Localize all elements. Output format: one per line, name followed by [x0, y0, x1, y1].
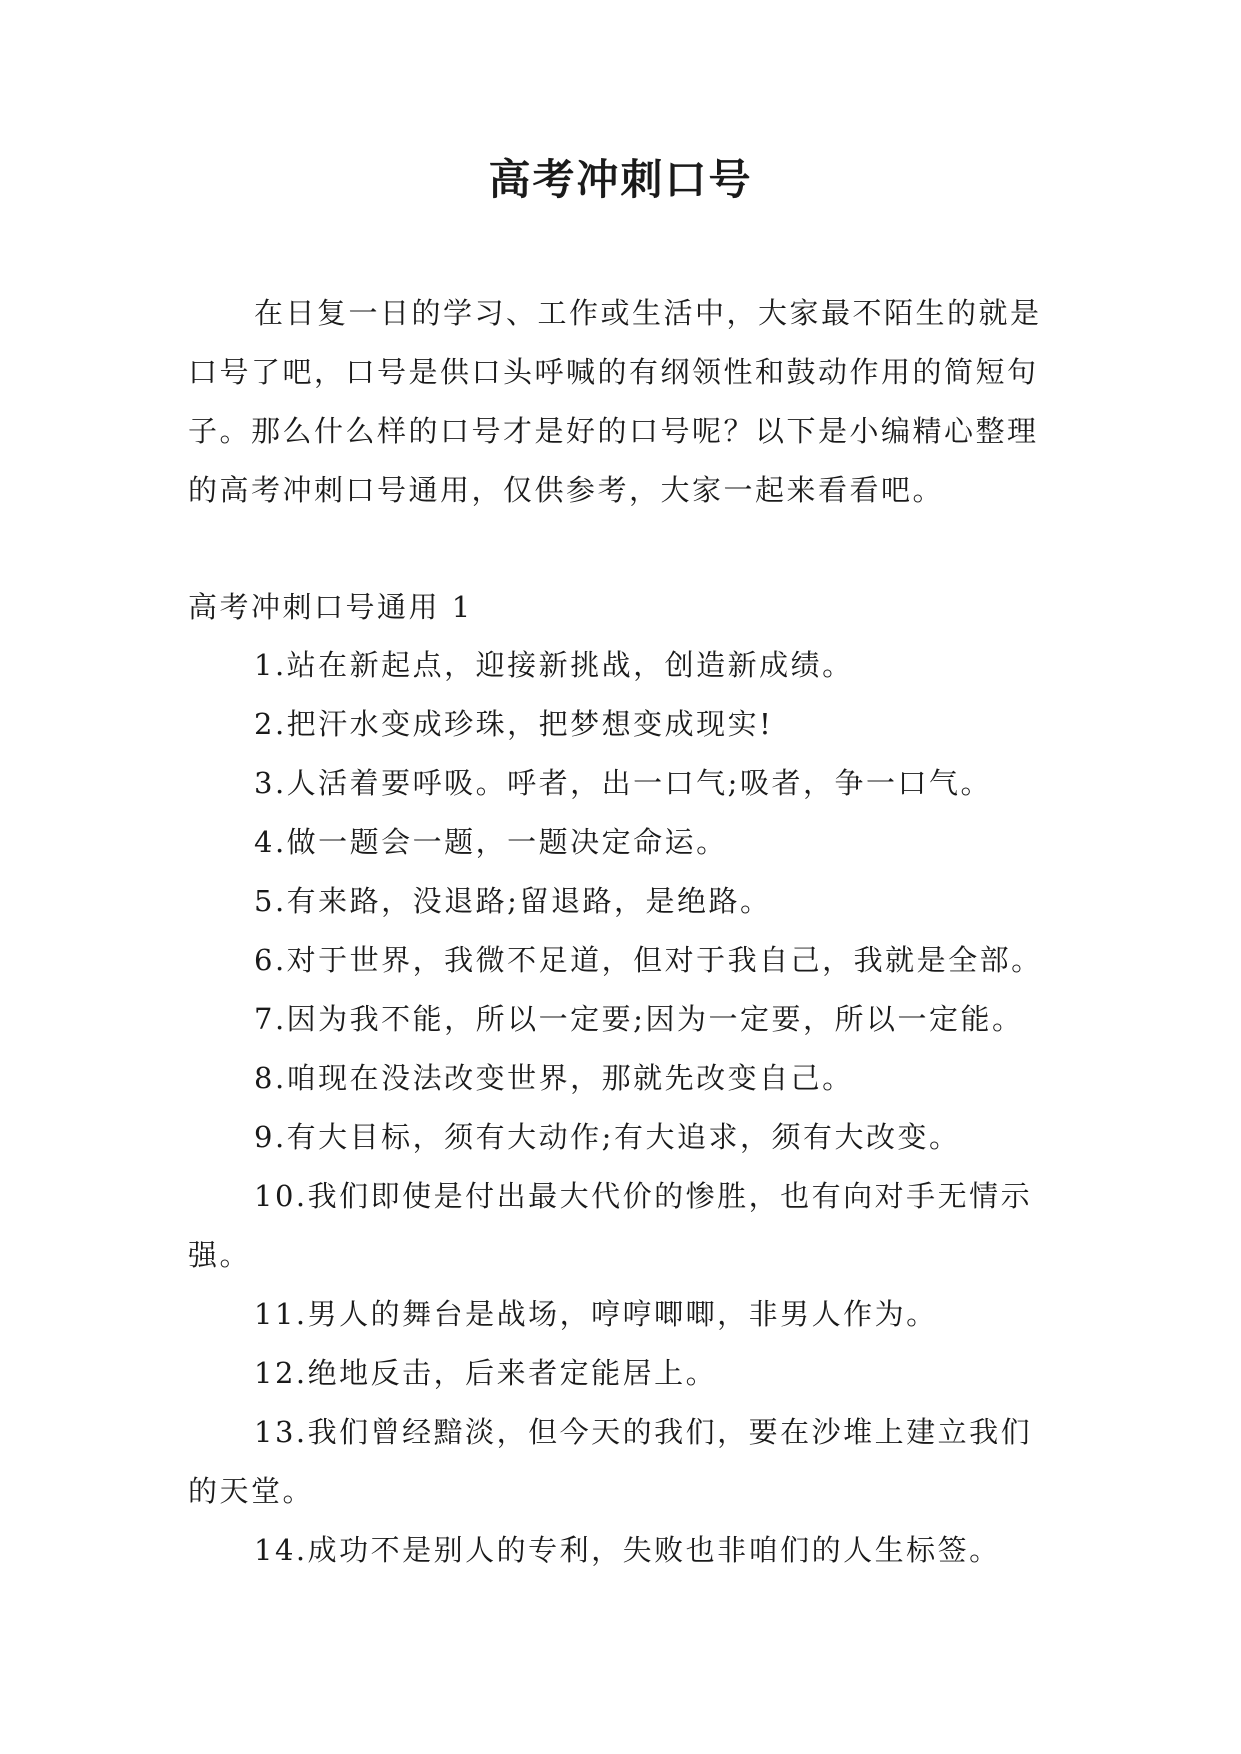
slogan-item: 2.把汗水变成珍珠，把梦想变成现实!	[254, 707, 774, 741]
section-heading: 高考冲刺口号通用 1	[188, 590, 473, 624]
intro-paragraph: 在日复一日的学习、工作或生活中，大家最不陌生的就是口号了吧，口号是供口头呼喊的有纲领性和鼓动作用的简短句子。那么什么样的口号才是好的口号呢？以下是小编精心整理的高考冲刺口号通用，仅供参考，大家一起来看看吧。	[188, 296, 1042, 507]
slogan-item: 12.绝地反击，后来者定能居上。	[254, 1356, 718, 1390]
slogan-item: 5.有来路，没退路;留退路，是绝路。	[254, 884, 772, 918]
slogan-item: 13.我们曾经黯淡，但今天的我们，要在沙堆上建立我们的天堂。	[188, 1415, 1033, 1508]
slogan-item: 3.人活着要呼吸。呼者，出一口气;吸者，争一口气。	[254, 766, 992, 800]
slogan-item: 10.我们即使是付出最大代价的惨胜，也有向对手无情示强。	[188, 1179, 1033, 1272]
slogan-item: 14.成功不是别人的专利，失败也非咱们的人生标签。	[254, 1533, 1001, 1567]
slogan-item: 9.有大目标，须有大动作;有大追求，须有大改变。	[254, 1120, 961, 1154]
slogan-item: 7.因为我不能，所以一定要;因为一定要，所以一定能。	[254, 1002, 1024, 1036]
slogan-item: 6.对于世界，我微不足道，但对于我自己，我就是全部。	[254, 943, 1043, 977]
slogan-list	[188, 636, 1056, 1580]
slogan-item: 1.站在新起点，迎接新挑战，创造新成绩。	[254, 648, 854, 682]
slogan-item: 11.男人的舞台是战场，哼哼唧唧，非男人作为。	[254, 1297, 938, 1331]
document-title: 高考冲刺口号	[488, 155, 753, 204]
slogan-item: 8.咱现在没法改变世界，那就先改变自己。	[254, 1061, 854, 1095]
slogan-item: 4.做一题会一题，一题决定命运。	[254, 825, 728, 859]
